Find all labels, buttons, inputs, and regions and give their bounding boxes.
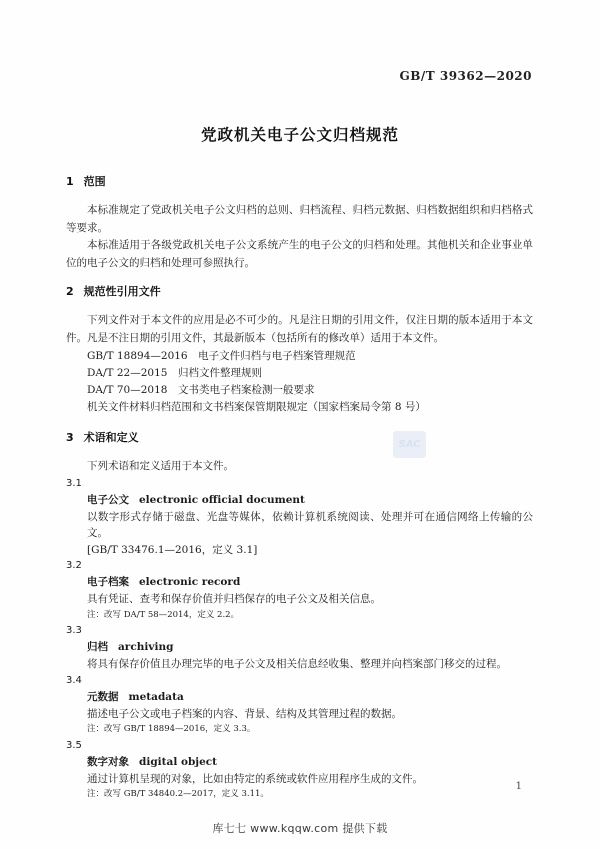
section-number: 1 [66, 175, 74, 188]
term-name-zh: 数字对象 [87, 755, 129, 768]
paragraph: 本标准适用于各级党政机关电子公文系统产生的电子公文的归档和处理。其他机关和企业事业单位的电子公文的归档和处理可参照执行。 [66, 239, 533, 269]
term-name-en: archiving [118, 641, 174, 653]
paragraph: 本标准规定了党政机关电子公文归档的总则、归档流程、归档元数据、归档数据组织和归档格式等要求。 [66, 204, 533, 234]
term-number: 3.2 [66, 560, 82, 571]
term-name-zh: 电子公文 [87, 493, 129, 506]
section-number: 2 [66, 285, 74, 298]
term-note: 注：改写 GB/T 34840.2—2017，定义 3.11。 [87, 789, 269, 799]
term-name [87, 639, 533, 656]
document-body [66, 176, 533, 803]
term-definition: 将具有保存价值且办理完毕的电子公文及相关信息经收集、整理并向档案部门移交的过程。 [87, 658, 507, 670]
term-number: 3.3 [66, 625, 82, 636]
term-definition: 以数字形式存储于磁盘、光盘等媒体，依赖计算机系统阅读、处理并可在通信网络上传输的公文。 [87, 510, 533, 539]
term-name-zh: 归档 [87, 641, 108, 653]
section-number: 3 [66, 431, 74, 444]
section-title: 规范性引用文件 [83, 285, 161, 298]
section-title: 范围 [83, 175, 106, 188]
term-name-en: digital object [139, 755, 218, 768]
term-entry-3-2 [66, 558, 533, 623]
term-name [87, 754, 533, 771]
term-name-en: electronic record [139, 576, 241, 588]
term-note: 注：改写 GB/T 18894—2016，定义 3.3。 [87, 724, 256, 734]
reference-item: DA/T 22—2015 归档文件整理规则 [87, 367, 262, 379]
section-1-heading [66, 176, 533, 188]
term-name [87, 689, 533, 706]
term-name [87, 492, 533, 509]
term-definition: 具有凭证、查考和保存价值并归档保存的电子公文及相关信息。 [87, 593, 381, 605]
reference-item: 机关文件材料归档范围和文书档案保管期限规定（国家档案局令第 8 号） [87, 401, 426, 413]
standard-code: GB/T 39362—2020 [399, 69, 532, 83]
term-note: 注：改写 DA/T 58—2014，定义 2.2。 [87, 609, 240, 620]
term-source: [GB/T 33476.1—2016，定义 3.1] [87, 543, 258, 556]
term-number: 3.1 [66, 477, 82, 489]
normative-reference-list [66, 348, 533, 416]
reference-item: DA/T 70—2018 文书类电子档案检测一般要求 [87, 384, 315, 396]
term-definition: 描述电子公文或电子档案的内容、背景、结构及其管理过程的数据。 [87, 707, 402, 720]
term-name-zh: 电子档案 [87, 576, 129, 588]
section-2-heading [66, 286, 533, 298]
section-title: 术语和定义 [83, 431, 139, 444]
term-number: 3.5 [66, 739, 82, 751]
term-name-zh: 元数据 [87, 690, 119, 703]
section-3-heading [66, 432, 533, 444]
terms-intro: 下列术语和定义适用于本文件。 [87, 460, 234, 472]
term-entry-3-3 [66, 623, 533, 673]
term-name-en: metadata [128, 690, 184, 703]
term-entry-3-4 [66, 673, 533, 738]
download-site-note: 库七七 www.kqqw.com 提供下载 [212, 822, 388, 835]
term-name [87, 574, 533, 591]
term-definition: 通过计算机呈现的对象，比如由特定的系统或软件应用程序生成的文件。 [87, 772, 423, 785]
term-name-en: electronic official document [139, 493, 305, 506]
paragraph: 下列文件对于本文件的应用是必不可少的。凡是注日期的引用文件，仅注日期的版本适用于本文件。凡是不注日期的引用文件，其最新版本（包括所有的修改单）适用于本文件。 [66, 314, 533, 344]
reference-item: GB/T 18894—2016 电子文件归档与电子档案管理规范 [87, 350, 356, 362]
sac-logo-watermark: SAC [393, 431, 426, 458]
term-number: 3.4 [66, 674, 82, 686]
page-number: 1 [515, 781, 522, 792]
document-title: 党政机关电子公文归档规范 [200, 126, 399, 144]
term-entry-3-1 [66, 476, 533, 559]
term-entry-3-5 [66, 738, 533, 803]
